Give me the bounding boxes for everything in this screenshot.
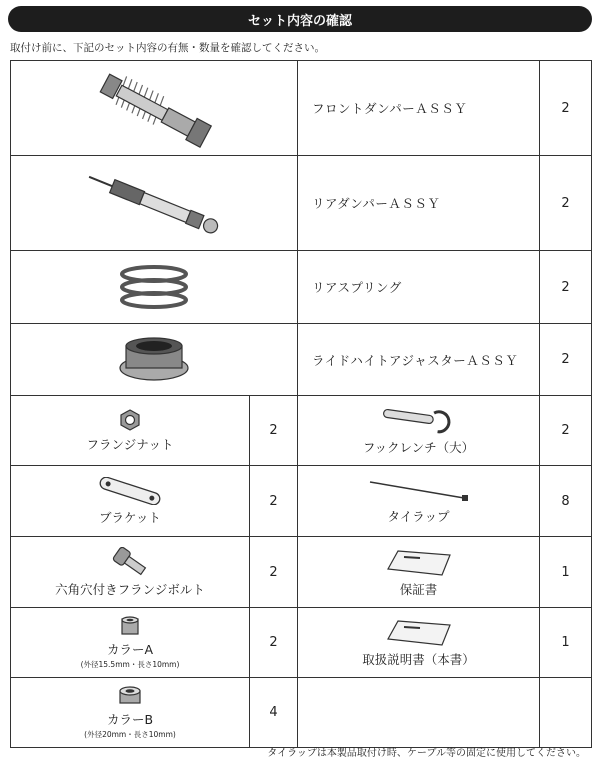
- rear-spring-image-cell: [11, 251, 298, 324]
- item-spec: (外径15.5mm・長さ10mm): [80, 660, 180, 669]
- flange-nut-icon: [118, 408, 142, 432]
- item-name: ライドハイトアジャスターＡＳＳＹ: [298, 324, 540, 396]
- item-name: 六角穴付きフランジボルト: [55, 581, 205, 597]
- item-qty: 2: [250, 396, 298, 466]
- table-row: [11, 396, 592, 466]
- table-row: [11, 466, 592, 537]
- item-qty: 2: [250, 466, 298, 537]
- item-name: フロントダンパーＡＳＳＹ: [298, 61, 540, 156]
- item-name: タイラップ: [387, 508, 450, 524]
- item-qty: 2: [540, 156, 592, 251]
- table-row: [11, 537, 592, 608]
- item-qty: 8: [540, 466, 592, 537]
- item-qty: 2: [540, 251, 592, 324]
- item-qty: 1: [540, 537, 592, 608]
- rear-spring-illustration: [114, 262, 194, 312]
- item-qty: 2: [540, 61, 592, 156]
- intro-text: 取付け前に、下記のセット内容の有無・数量を確認してください。: [10, 42, 325, 54]
- hex-bolt-cell: [11, 537, 250, 608]
- item-name: ブラケット: [99, 509, 161, 525]
- item-qty: 1: [540, 608, 592, 678]
- collar-b-cell: [11, 678, 250, 748]
- hook-wrench-icon: [379, 405, 459, 435]
- collar-a-icon: [119, 615, 141, 637]
- footnote: タイラップは本製品取付け時、ケーブル等の固定に使用してください。: [267, 748, 586, 759]
- collar-b-icon: [117, 685, 143, 707]
- empty-cell: [298, 678, 540, 748]
- table-row: [11, 608, 592, 678]
- parts-table: [10, 60, 592, 748]
- front-damper-illustration: [79, 63, 229, 153]
- item-name: リアスプリング: [298, 251, 540, 324]
- adjuster-image-cell: [11, 324, 298, 396]
- item-qty: 2: [250, 537, 298, 608]
- table-row: [11, 324, 592, 396]
- flange-nut-cell: [11, 396, 250, 466]
- table-row: [11, 251, 592, 324]
- item-qty: 2: [250, 608, 298, 678]
- item-qty: 2: [540, 396, 592, 466]
- item-qty: 2: [540, 324, 592, 396]
- item-name: リアダンパーＡＳＳＹ: [298, 156, 540, 251]
- empty-cell: [540, 678, 592, 748]
- rear-damper-illustration: [79, 163, 229, 243]
- front-damper-image-cell: [11, 61, 298, 156]
- bracket-cell: [11, 466, 250, 537]
- warranty-cell: [298, 537, 540, 608]
- table-row: [11, 678, 592, 748]
- hook-wrench-cell: [298, 396, 540, 466]
- collar-a-cell: [11, 608, 250, 678]
- item-name: フランジナット: [86, 437, 174, 452]
- item-name: 保証書: [399, 581, 438, 597]
- manual-document-icon: [384, 617, 454, 647]
- item-name: カラーA: [106, 642, 154, 657]
- manual-cell: [298, 608, 540, 678]
- tie-wrap-icon: [364, 478, 474, 504]
- rear-damper-image-cell: [11, 156, 298, 251]
- adjuster-illustration: [114, 332, 194, 388]
- item-name: カラーB: [106, 712, 154, 727]
- bracket-icon: [95, 477, 165, 505]
- table-row: [11, 156, 592, 251]
- page-title-text: セット内容の確認: [247, 13, 352, 29]
- tie-wrap-cell: [298, 466, 540, 537]
- item-spec: (外径20mm・長さ10mm): [84, 730, 176, 739]
- table-row: [11, 61, 592, 156]
- hex-bolt-icon: [110, 547, 150, 577]
- warranty-document-icon: [384, 547, 454, 577]
- page-title: [8, 6, 592, 32]
- item-qty: 4: [250, 678, 298, 748]
- item-name: フックレンチ（大）: [362, 440, 475, 455]
- item-name: 取扱説明書（本書）: [362, 652, 475, 667]
